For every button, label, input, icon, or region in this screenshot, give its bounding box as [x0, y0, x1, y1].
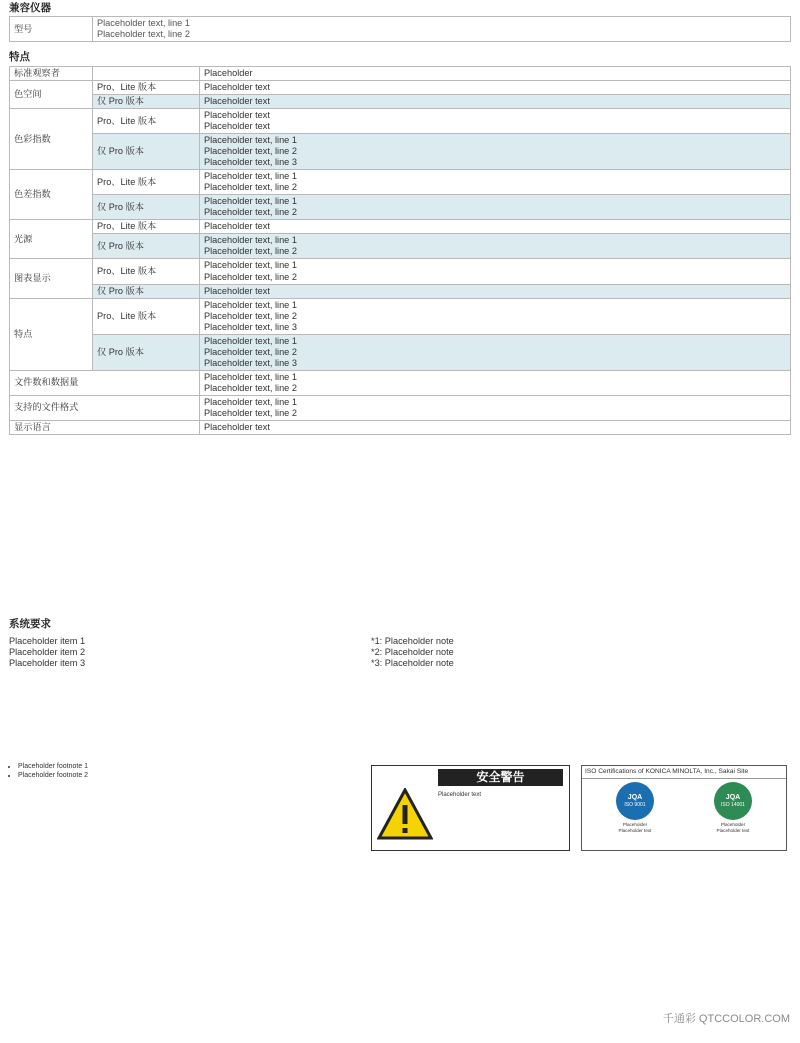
table-row [10, 395, 791, 420]
row-value [200, 195, 791, 220]
row-value: Placeholder text [200, 284, 791, 298]
value-text: Placeholder text, line 1 Placeholder text, line 2 [204, 260, 297, 282]
iso-14001-badge [688, 782, 778, 833]
table-row [10, 298, 791, 334]
watermark-brand: 千通彩 QTCCOLOR.COM [662, 1013, 790, 1025]
iso-code: Placeholder [720, 822, 746, 827]
row-value [200, 298, 791, 334]
note: *1: Placeholder note [371, 636, 454, 646]
row-label: 特点 [10, 298, 93, 370]
edition-label: Pro、Lite 版本 [93, 298, 200, 334]
sysreq-notes [371, 636, 791, 669]
safety-warning-box [371, 765, 570, 851]
row-value: Placeholder [200, 67, 791, 81]
edition-label: 仅 Pro 版本 [93, 284, 200, 298]
edition-label: Pro、Lite 版本 [93, 109, 200, 134]
value-text: Placeholder text, line 1 Placeholder text, line 2 [204, 171, 297, 193]
row-value: Placeholder text [200, 220, 791, 234]
warning-triangle-icon [377, 788, 433, 840]
table-row [10, 67, 791, 81]
row-value [200, 170, 791, 195]
table-row [10, 195, 791, 220]
iso-code: Placeholder [622, 822, 648, 827]
value-text: Placeholder text, line 1 Placeholder text, line 2 Placeholder text, line 3 [204, 299, 297, 332]
row-label: 显示语言 [10, 420, 200, 434]
compatible-title: 兼容仪器 [9, 2, 51, 14]
features-title: 特点 [9, 51, 30, 63]
row-value [200, 134, 791, 170]
table-row [10, 17, 791, 42]
table-row [10, 234, 791, 259]
row-label: 文件数和数据量 [10, 370, 200, 395]
edition-label: 仅 Pro 版本 [93, 334, 200, 370]
table-row [10, 259, 791, 284]
row-label: 图表显示 [10, 259, 93, 298]
edition-label: 仅 Pro 版本 [93, 234, 200, 259]
iso-9001-badge [590, 782, 680, 833]
sysreq-item: Placeholder item 2 [9, 647, 86, 658]
row-value [200, 370, 791, 395]
row-value: Placeholder text [200, 420, 791, 434]
value-text: Placeholder text, line 1 Placeholder text, line 2 [204, 235, 297, 257]
row-label: 色差指数 [10, 170, 93, 220]
iso-desc: Placeholder text [618, 827, 652, 833]
row-value [200, 259, 791, 284]
warning-text: Placeholder text [438, 792, 482, 798]
edition-label: 仅 Pro 版本 [93, 195, 200, 220]
edition-label: Pro、Lite 版本 [93, 259, 200, 284]
table-row [10, 134, 791, 170]
table-row [10, 334, 791, 370]
trademark-footnotes [9, 762, 364, 781]
value-text: Placeholder text, line 1 Placeholder text, line 2 [204, 196, 297, 218]
model-line: Placeholder text, line 2 [97, 29, 190, 40]
table-row [10, 170, 791, 195]
sysreq-item: Placeholder item 3 [9, 658, 86, 669]
value-text: Placeholder text, line 1 Placeholder text, line 2 Placeholder text, line 3 [204, 335, 297, 368]
edition-label: 仅 Pro 版本 [93, 134, 200, 170]
row-label: 支持的文件格式 [10, 395, 200, 420]
row-label: 光源 [10, 220, 93, 259]
edition-label: Pro、Lite 版本 [93, 220, 200, 234]
value-line: Placeholder text [204, 121, 270, 132]
table-row [10, 370, 791, 395]
table-row [10, 284, 791, 298]
iso-title: ISO Certifications of KONICA MINOLTA, Inc., Sakai Site [582, 766, 786, 779]
value-line: Placeholder text [204, 110, 270, 121]
footnote-item: • Placeholder footnote 1 [18, 762, 364, 771]
row-value [200, 234, 791, 259]
table-row [10, 81, 791, 95]
model-line: Placeholder text, line 1 [97, 18, 190, 28]
jqa-logo-icon: JQA ISO 14001 [714, 782, 752, 820]
model-label: 型号 [10, 17, 93, 42]
iso-desc: Placeholder text [716, 827, 750, 833]
row-value [200, 395, 791, 420]
row-label: 色彩指数 [10, 109, 93, 170]
value-text: Placeholder text, line 1 Placeholder text, line 2 [204, 396, 297, 418]
value-text: Placeholder text, line 1 Placeholder text, line 2 Placeholder text, line 3 [204, 135, 297, 168]
compatible-table [9, 16, 791, 42]
note: *3: Placeholder note [371, 658, 454, 669]
row-label: 色空间 [10, 81, 93, 109]
table-row [10, 220, 791, 234]
sysreq-title: 系统要求 [9, 618, 51, 630]
table-row [10, 109, 791, 134]
row-value [200, 334, 791, 370]
row-label: 标准观察者 [10, 67, 93, 81]
jqa-logo-icon: JQA ISO 9001 [616, 782, 654, 820]
iso-certifications-box [581, 765, 787, 851]
row-value: Placeholder text [200, 81, 791, 95]
edition-label: Pro、Lite 版本 [93, 170, 200, 195]
table-row [10, 95, 791, 109]
warning-title: 安全警告 [438, 769, 563, 786]
model-list [93, 17, 791, 42]
note: *2: Placeholder note [371, 647, 454, 658]
edition-label: Pro、Lite 版本 [93, 81, 200, 95]
row-value: Placeholder text [200, 95, 791, 109]
table-row [10, 420, 791, 434]
footnote-item: • Placeholder footnote 2 [18, 771, 364, 780]
features-table [9, 66, 791, 435]
value-text: Placeholder text, line 1 Placeholder text, line 2 [204, 371, 297, 393]
sysreq-item: Placeholder item 1 [9, 636, 86, 646]
row-value [200, 109, 791, 134]
edition-label: 仅 Pro 版本 [93, 95, 200, 109]
sysreq-list [9, 636, 364, 669]
